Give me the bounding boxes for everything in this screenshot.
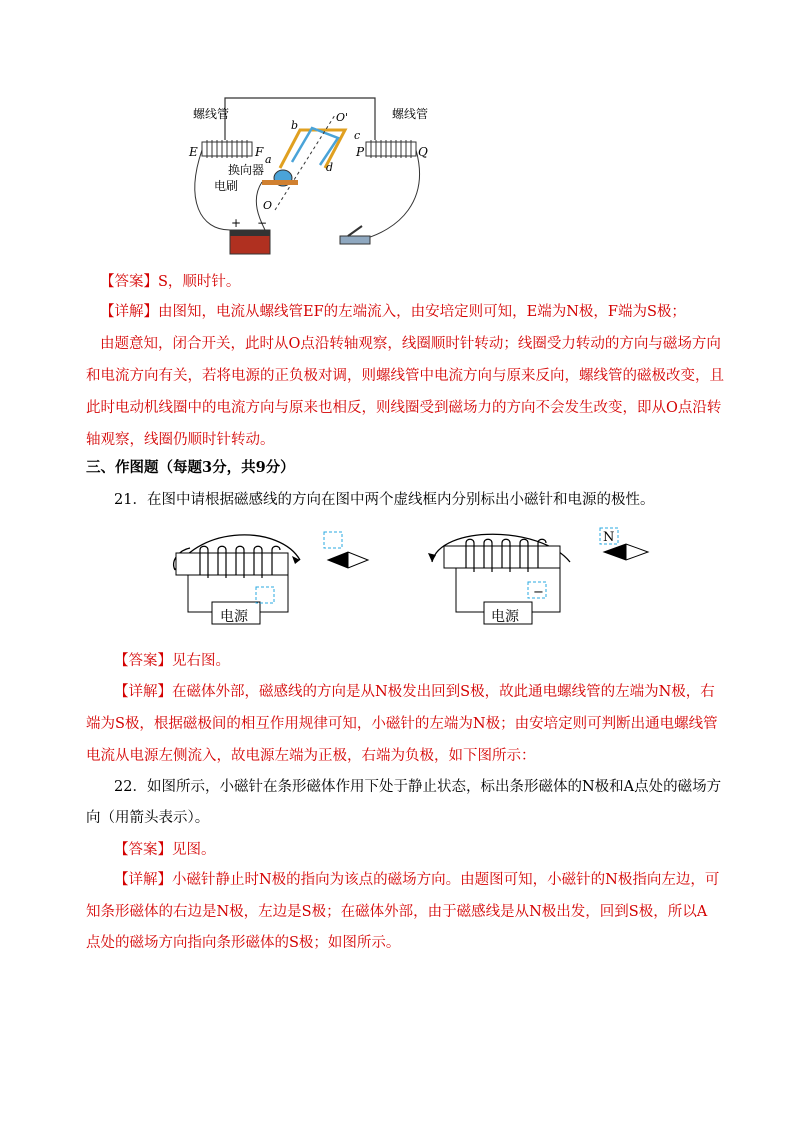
detail-tag: 【详解】 bbox=[114, 872, 172, 888]
q21-figure bbox=[140, 520, 660, 640]
q20-detail-line3: 和电流方向有关，若将电源的正负极对调，则螺线管中电流方向与原来反向，螺线管的磁极改变，且 bbox=[86, 368, 724, 384]
q20-detail-line4: 此时电动机线圈中的电流方向与原来也相反，则线圈受到磁场力的方向不会发生改变，即从O点沿转 bbox=[86, 400, 722, 416]
section-heading: 三、作图题（每题3分，共9分） bbox=[86, 459, 295, 476]
q22-answer bbox=[114, 840, 216, 860]
label-a: a bbox=[265, 153, 272, 166]
label-O: O bbox=[263, 199, 273, 212]
label-brush: 电刷 bbox=[214, 179, 239, 193]
q22-question-line1: 22．如图所示，小磁针在条形磁体作用下处于静止状态，标出条形磁体的N极和A点处的磁场方 bbox=[114, 779, 722, 795]
answer-text: 见右图。 bbox=[172, 653, 230, 669]
q21-detail-line2: 端为S极，根据磁极间的相互作用规律可知，小磁针的左端为N极；由安培定则可判断出通电螺线管 bbox=[86, 716, 718, 732]
detail-text: 由图知，电流从螺线管EF的左端流入，由安培定则可知，E端为N极，F端为S极； bbox=[158, 304, 686, 320]
label-F: F bbox=[255, 145, 264, 159]
q20-detail-line5: 轴观察，线圈仍顺时针转动。 bbox=[86, 432, 275, 448]
right-source-label: 电源 bbox=[491, 609, 519, 625]
label-O-prime: O' bbox=[336, 111, 349, 124]
q20-detail-line1 bbox=[100, 302, 686, 322]
left-source-label: 电源 bbox=[220, 609, 248, 625]
answer-tag: 【答案】 bbox=[114, 842, 172, 858]
label-d: d bbox=[326, 161, 334, 174]
label-plus: + bbox=[231, 216, 242, 230]
detail-tag: 【详解】 bbox=[100, 304, 158, 320]
label-P: P bbox=[356, 145, 365, 159]
label-E: E bbox=[189, 145, 198, 159]
q22-detail-line3: 点处的磁场方向指向条形磁体的S极；如图所示。 bbox=[86, 935, 401, 951]
label-solenoid-left: 螺线管 bbox=[193, 107, 230, 121]
label-Q: Q bbox=[418, 145, 428, 159]
detail-text: 小磁针静止时N极的指向为该点的磁场方向。由题图可知，小磁针的N极指向左边，可 bbox=[172, 872, 720, 888]
q22-detail-line1 bbox=[114, 870, 719, 890]
q21-answer bbox=[114, 651, 230, 671]
detail-text: 在磁体外部，磁感线的方向是从N极发出回到S极，故此通电螺线管的左端为N极，右 bbox=[172, 684, 715, 700]
answer-tag: 【答案】 bbox=[114, 653, 172, 669]
q21-detail-line1 bbox=[114, 682, 715, 702]
detail-tag: 【详解】 bbox=[114, 684, 172, 700]
label-c: c bbox=[354, 129, 361, 142]
label-b: b bbox=[291, 119, 299, 132]
answer-text: 见图。 bbox=[172, 842, 216, 858]
q20-answer bbox=[100, 272, 240, 292]
right-source-pole: − bbox=[533, 585, 544, 600]
q22-question-line2: 向（用箭头表示）。 bbox=[86, 810, 210, 826]
q21-question: 21．在图中请根据磁感线的方向在图中两个虚线框内分别标出小磁针和电源的极性。 bbox=[114, 492, 655, 508]
answer-tag: 【答案】 bbox=[100, 274, 158, 290]
q20-detail-line2: 由题意知，闭合开关，此时从O点沿转轴观察，线圈顺时针转动；线圈受力转动的方向与磁场方向 bbox=[100, 336, 721, 352]
label-solenoid-right: 螺线管 bbox=[392, 107, 429, 121]
q22-detail-line2: 知条形磁体的右边是N极，左边是S极；在磁体外部，由于磁感线是从N极出发，回到S极，所以A bbox=[86, 904, 708, 920]
label-minus: − bbox=[257, 216, 268, 230]
answer-text: S，顺时针。 bbox=[158, 274, 241, 290]
right-needle-pole: N bbox=[603, 530, 615, 545]
q21-detail-line3: 电流从电源左侧流入，故电源左端为正极，右端为负极，如下图所示： bbox=[86, 748, 536, 764]
label-commutator: 换向器 bbox=[228, 163, 265, 177]
